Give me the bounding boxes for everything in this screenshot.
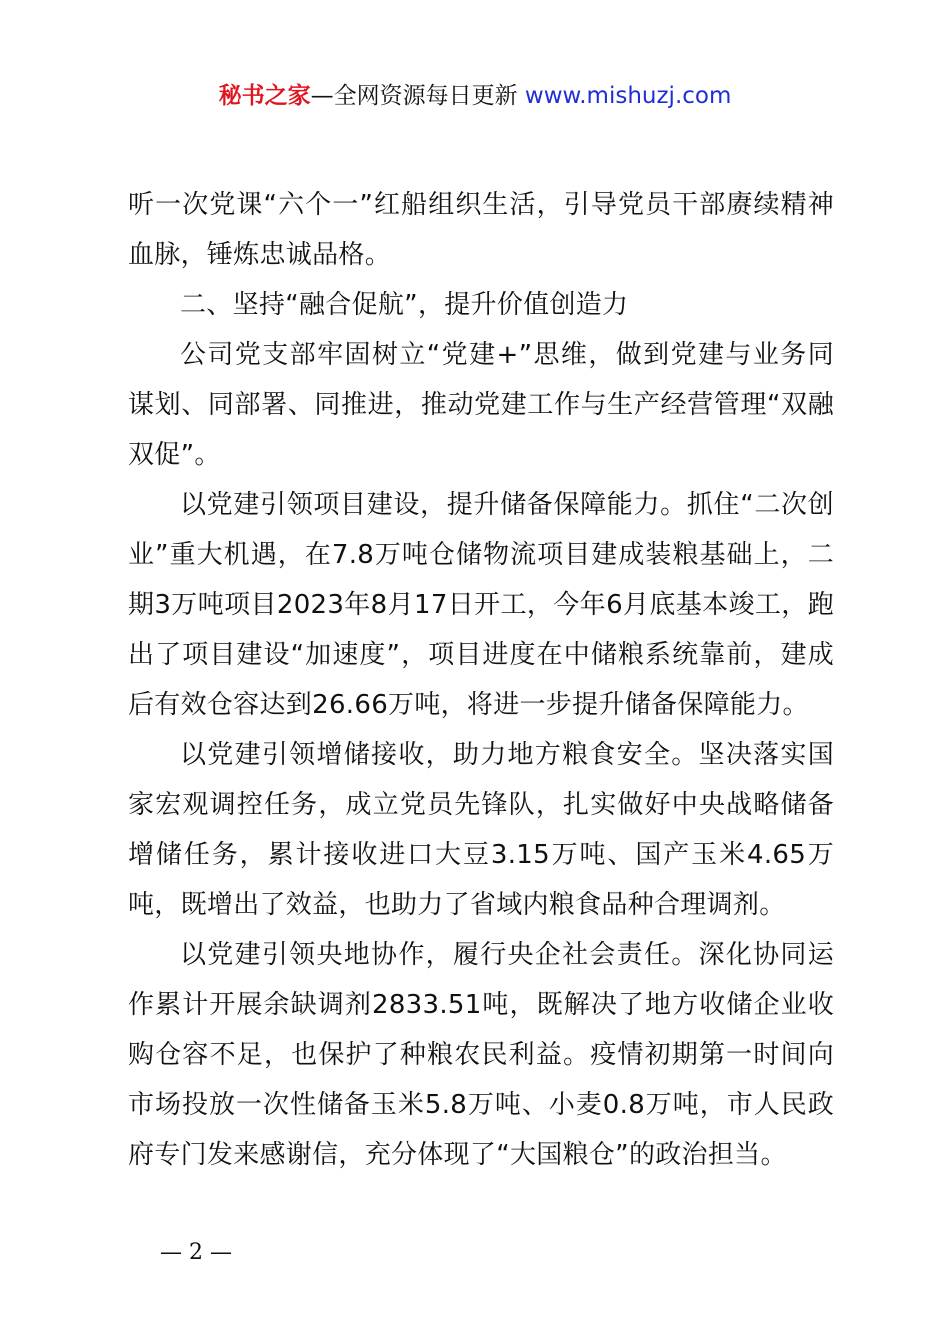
header-tagline: —全网资源每日更新 — [310, 83, 525, 109]
paragraph: 以党建引领央地协作，履行央企社会责任。深化协同运作累计开展余缺调剂2833.51吨，既解决了地方收储企业收购仓容不足，也保护了种粮农民利益。疫情初期第一时间向市场投放一次性储备玉米5.8万吨、小麦0.8万吨，市人民政府专门发来感谢信，充分体现了“大国粮仓”的政治担当。 — [128, 940, 834, 1170]
paragraph: 公司党支部牢固树立“党建+”思维，做到党建与业务同谋划、同部署、同推进，推动党建工作与生产经营管理“双融双促”。 — [128, 340, 834, 470]
page-number: — 2 — — [160, 1240, 232, 1265]
section-heading: 二、坚持“融合促航”，提升价值创造力 — [180, 290, 629, 320]
paragraph: 以党建引领项目建设，提升储备保障能力。抓住“二次创业”重大机遇，在7.8万吨仓储物流项目建成装粮基础上，二期3万吨项目2023年8月17日开工，今年6月底基本竣工，跑出了项目建设“加速度”，项目进度在中储粮系统靠前，建成后有效仓容达到26.66万吨，将进一步提升储备保障能力。 — [128, 490, 834, 720]
page-header — [0, 80, 950, 112]
paragraph: 以党建引领增储接收，助力地方粮食安全。坚决落实国家宏观调控任务，成立党员先锋队，扎实做好中央战略储备增储任务，累计接收进口大豆3.15万吨、国产玉米4.65万吨，既增出了效益，也助力了省域内粮食品种合理调剂。 — [128, 740, 834, 920]
document-body — [128, 180, 834, 1180]
paragraph-continued: 听一次党课“六个一”红船组织生活，引导党员干部赓续精神血脉，锤炼忠诚品格。 — [128, 190, 834, 270]
header-url-link[interactable]: www.mishuzj.com — [524, 83, 732, 109]
header-brand: 秘书之家 — [218, 83, 311, 109]
